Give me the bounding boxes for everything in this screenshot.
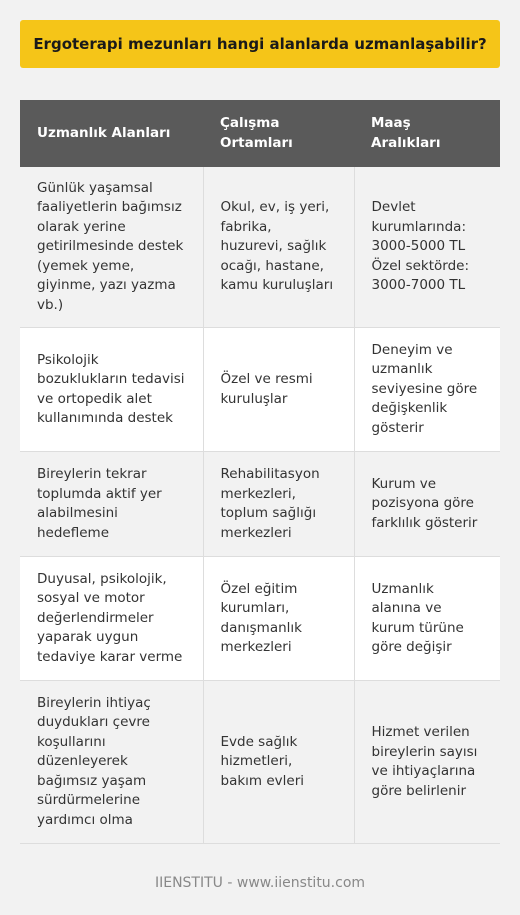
cell-work-environment: Rehabilitasyon merkezleri, toplum sağlığı merkezleri xyxy=(203,452,354,557)
cell-work-environment: Evde sağlık hizmetleri, bakım evleri xyxy=(203,681,354,844)
cell-salary-range: Deneyim ve uzmanlık seviyesine göre değişkenlik gösterir xyxy=(354,328,500,452)
cell-specialization: Bireylerin tekrar toplumda aktif yer alabilmesini hedefleme xyxy=(20,452,203,557)
column-header-work-environment: Çalışma Ortamları xyxy=(203,100,354,167)
table-row xyxy=(20,167,500,328)
cell-salary-range: Uzmanlık alanına ve kurum türüne göre değişir xyxy=(354,557,500,681)
cell-salary-range: Kurum ve pozisyona göre farklılık gösterir xyxy=(354,452,500,557)
cell-specialization: Duyusal, psikolojik, sosyal ve motor değerlendirmeler yaparak uygun tedaviye karar verme xyxy=(20,557,203,681)
cell-work-environment: Özel ve resmi kuruluşlar xyxy=(203,328,354,452)
cell-salary-range: Devlet kurumlarında: 3000-5000 TL Özel sektörde: 3000-7000 TL xyxy=(354,167,500,328)
table-row xyxy=(20,681,500,844)
cell-specialization: Günlük yaşamsal faaliyetlerin bağımsız olarak yerine getirilmesinde destek (yemek yeme, giyinme, yazı yazma vb.) xyxy=(20,167,203,328)
cell-work-environment: Özel eğitim kurumları, danışmanlık merkezleri xyxy=(203,557,354,681)
table-header-row xyxy=(20,100,500,167)
column-header-specialization: Uzmanlık Alanları xyxy=(20,100,203,167)
footer-credit: IIENSTITU - www.iienstitu.com xyxy=(154,875,366,891)
table-row xyxy=(20,328,500,452)
cell-specialization: Bireylerin ihtiyaç duydukları çevre koşullarını düzenleyerek bağımsız yaşam sürdürmelerine yardımcı olma xyxy=(20,681,203,844)
cell-salary-range: Hizmet verilen bireylerin sayısı ve ihtiyaçlarına göre belirlenir xyxy=(354,681,500,844)
cell-work-environment: Okul, ev, iş yeri, fabrika, huzurevi, sağlık ocağı, hastane, kamu kuruluşları xyxy=(203,167,354,328)
table-row xyxy=(20,452,500,557)
specialization-table xyxy=(20,100,500,844)
page-title: Ergoterapi mezunları hangi alanlarda uzmanlaşabilir? xyxy=(20,20,500,68)
cell-specialization: Psikolojik bozuklukların tedavisi ve ortopedik alet kullanımında destek xyxy=(20,328,203,452)
table-row xyxy=(20,557,500,681)
column-header-salary-range: Maaş Aralıkları xyxy=(354,100,500,167)
